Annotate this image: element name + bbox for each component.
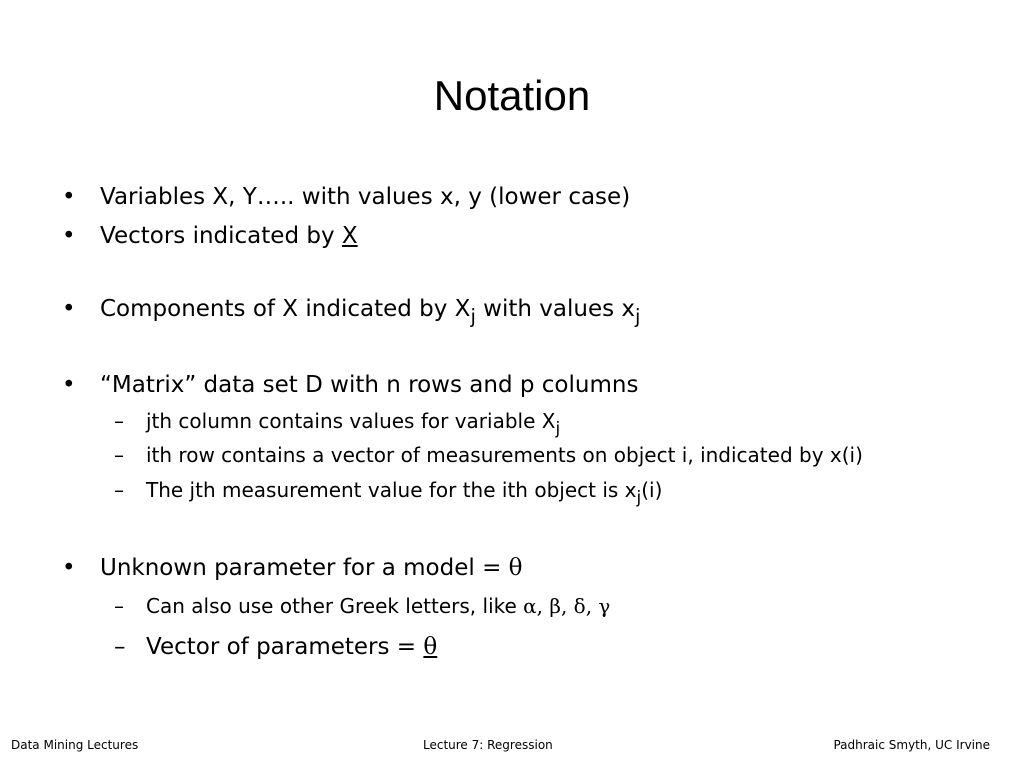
theta-symbol: θ: [508, 555, 523, 581]
slide-title: Notation: [433, 72, 591, 119]
dash-marker: –: [114, 594, 124, 618]
bullet-text-part: Vectors indicated by: [100, 223, 342, 249]
sub-bullet-text-part: The jth measurement value for the ith object is x: [146, 478, 637, 502]
underlined-vector: X: [341, 223, 358, 249]
bullet-marker: •: [62, 555, 76, 581]
sub-bullet-text: [146, 478, 663, 508]
footer-center: Lecture 7: Regression: [423, 738, 553, 752]
bullet-marker: •: [62, 223, 76, 249]
sub-bullet-text-part: jth column contains values for variable X: [146, 409, 556, 433]
dash-marker: –: [114, 634, 126, 660]
subscript: j: [635, 304, 641, 328]
sub-bullet-text: [146, 634, 437, 660]
bullet-text: [100, 296, 641, 328]
sub-bullet-text: [146, 594, 610, 618]
theta-vector-symbol: θ: [423, 634, 438, 660]
bullet-text-part: with values x: [475, 296, 636, 322]
sub-bullet-text-part: Can also use other Greek letters, like: [146, 594, 524, 618]
footer-right: Padhraic Smyth, UC Irvine: [833, 738, 990, 752]
dash-marker: –: [114, 478, 124, 502]
dash-marker: –: [114, 443, 124, 467]
footer-left: Data Mining Lectures: [11, 738, 139, 752]
bullet-text: [100, 555, 523, 581]
bullet-marker: •: [62, 184, 76, 210]
dash-marker: –: [114, 409, 124, 433]
bullet-text-part: Components of X indicated by X: [100, 296, 471, 322]
bullet-text-part: Unknown parameter for a model =: [100, 555, 509, 581]
sub-bullet-text-part: Vector of parameters =: [146, 634, 424, 660]
sub-bullet-text: ith row contains a vector of measurements on object i, indicated by x(i): [146, 443, 863, 467]
sub-bullet-text-part: (i): [641, 478, 663, 502]
bullet-marker: •: [62, 296, 76, 322]
greek-letters: α, β, δ, γ: [523, 594, 611, 618]
bullet-text: [100, 223, 358, 249]
bullet-text: “Matrix” data set D with n rows and p columns: [100, 372, 639, 398]
sub-bullet-text: [146, 409, 561, 439]
bullet-text: Variables X, Y….. with values x, y (lower case): [100, 184, 631, 210]
subscript: j: [636, 487, 642, 508]
bullet-marker: •: [62, 372, 76, 398]
subscript: j: [555, 418, 561, 439]
subscript: j: [470, 304, 476, 328]
